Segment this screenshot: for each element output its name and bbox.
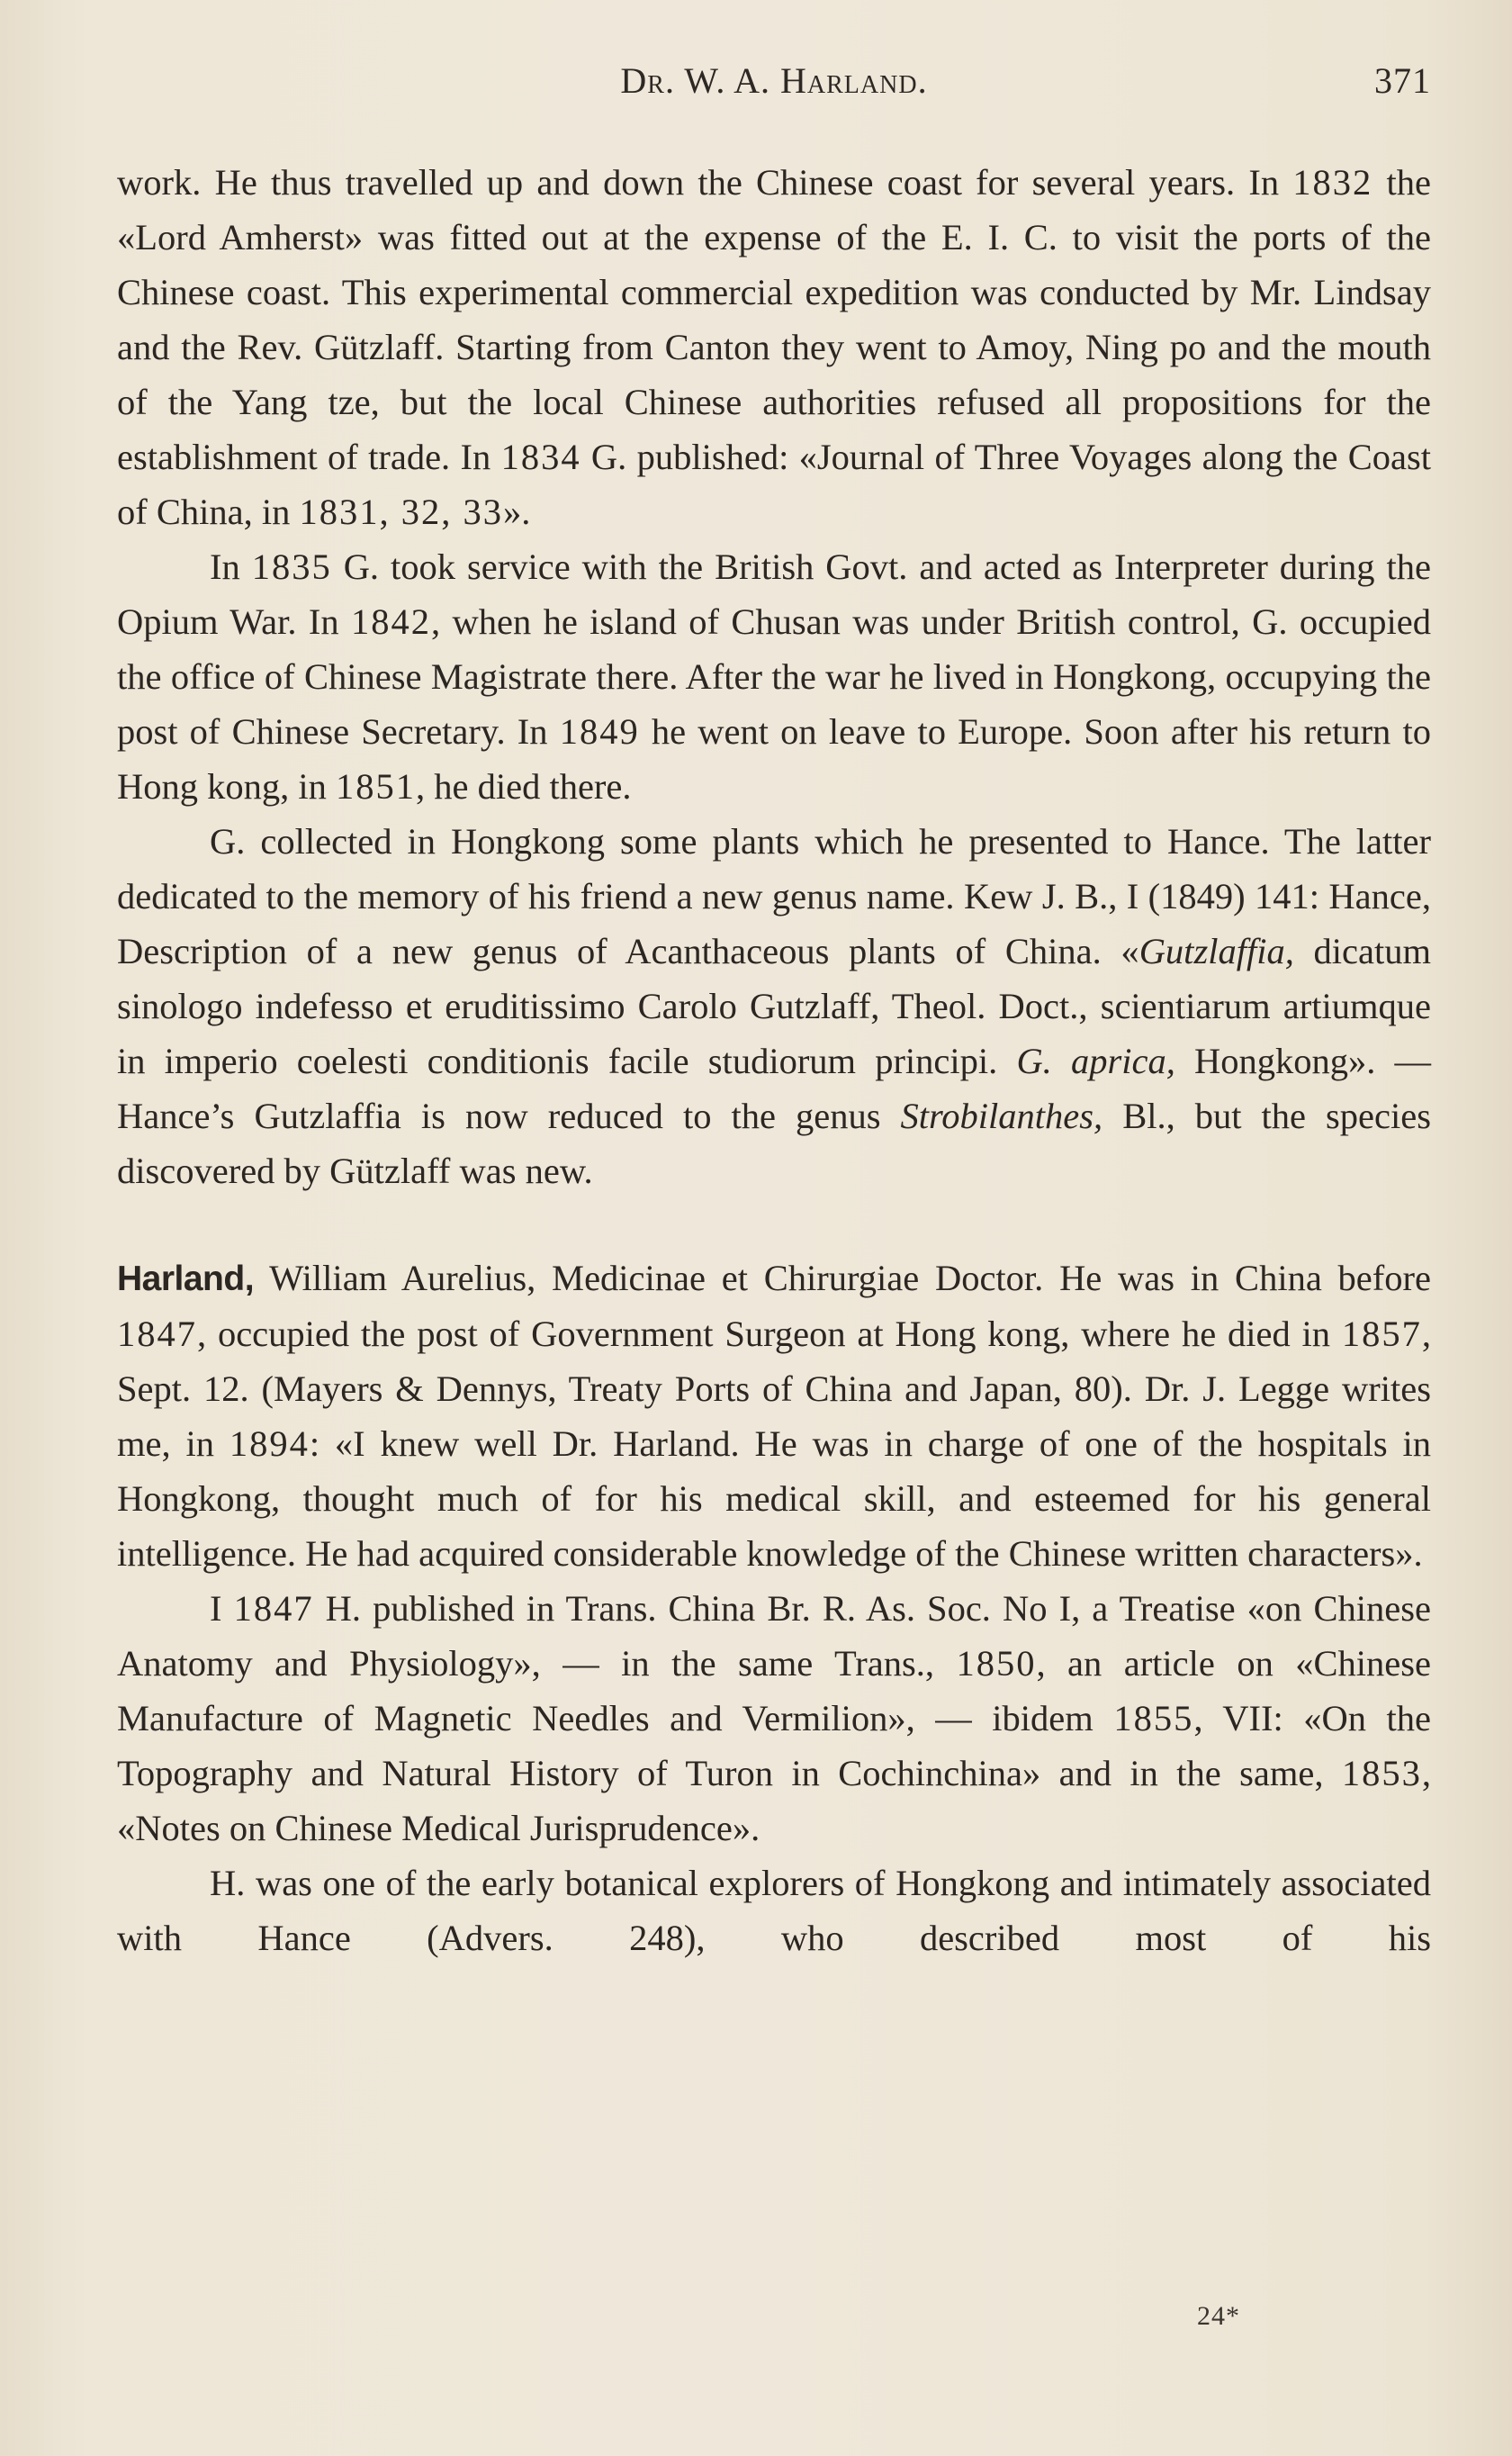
paragraph-harland-publications: I 1847 H. published in Trans. China Br. R. As. Soc. No I, a Treatise «on Chinese Anatomy and Physiology», — in the same Trans., 1850, an article on «Chinese Manufacture of Magnetic Needles and Vermilion», — ibidem 1855, VII: «On the Topography and Natural History of Turon in Cochinchina» and in the same, 1853, «Notes on Chinese Medical Jurisprudence». <box>117 1588 1432 1848</box>
paragraph-harland-botany: H. was one of the early botanical explorers of Hongkong and intimately associated with Hance (Advers. 248), who described most of his <box>117 1863 1431 1958</box>
signature-mark: 24* <box>1197 2301 1240 2331</box>
page-number: 371 <box>1374 60 1431 101</box>
entry-name-harland: Harland, <box>117 1260 255 1298</box>
running-head <box>117 59 1431 113</box>
entry-harland: Harland, William Aurelius, Medicinae et Chirurgiae Doctor. He was in China before 1847, occupied the post of Government Surgeon at Hong kong, where he died in 1857, Sept. 12. (Mayers & Dennys, Treaty Ports of China and Japan, 80). Dr. J. Legge writes me, in 1894: «I knew well Dr. Harland. He was in charge of one of the hospitals in Hongkong, thought much of for his medical skill, and esteemed for his general intelligence. He had acquired considerable knowledge of the Chinese written characters». <box>117 1258 1431 1574</box>
running-title: Dr. W. A. Harland. <box>620 60 928 101</box>
paragraph-gutzlaff-voyages: work. He thus travelled up and down the Chinese coast for several years. In 1832 the «Lord Amherst» was fitted out at the expense of the E. I. C. to visit the ports of the Chinese coast. This experimental commercial expedition was conducted by Mr. Lindsay and the Rev. Gützlaff. Starting from Canton they went to Amoy, Ning po and the mouth of the Yang tze, but the local Chinese authorities refused all propositions for the establishment of trade. In 1834 G. published: «Journal of Three Voyages along the Coast of China, in 1831, 32, 33». <box>117 162 1432 532</box>
paragraph-gutzlaff-service: In 1835 G. took service with the British Govt. and acted as Interpreter during the Opium War. In 1842, when he island of Chusan was under British control, G. occupied the office of Chinese Magistrate there. After the war he lived in Hongkong, occupying the post of Chinese Secretary. In 1849 he went on leave to Europe. Soon after his return to Hong kong, in 1851, he died there. <box>117 546 1431 807</box>
paragraph-gutzlaff-plants: G. collected in Hongkong some plants which he presented to Hance. The latter dedicated to the memory of his friend a new genus name. Kew J. B., I (1849) 141: Hance, Description of a new genus of Acanthaceous plants of China. «Gutzlaffia, dicatum sinologo indefesso et eruditissimo Carolo Gutzlaff, Theol. Doct., scientiarum artiumque in imperio coelesti conditionis facile studiorum principi. G. aprica, Hongkong». — Hance’s Gutzlaffia is now reduced to the genus Strobilanthes, Bl., but the species discovered by Gützlaff was new. <box>117 821 1431 1191</box>
body-text <box>117 155 1431 1965</box>
